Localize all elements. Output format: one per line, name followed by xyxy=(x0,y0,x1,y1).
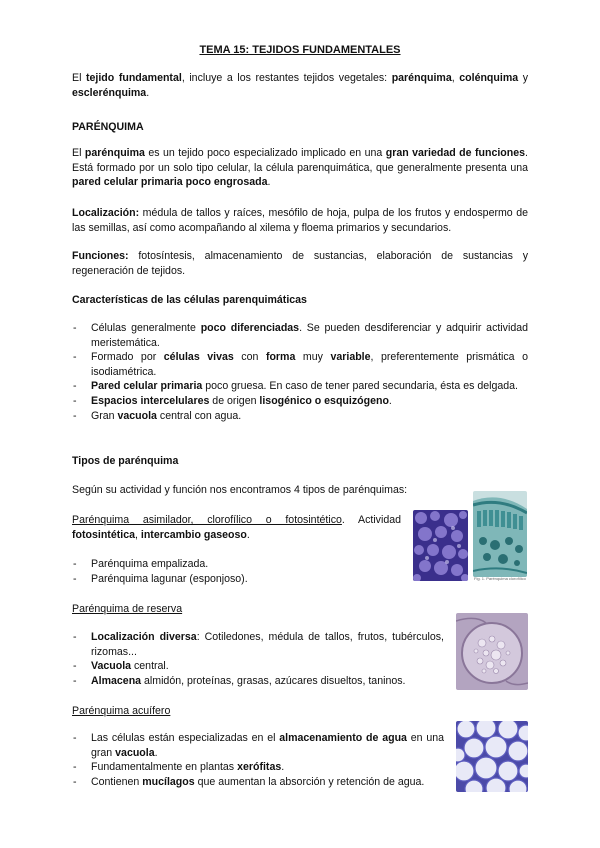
list-item: - Las células están especializadas en el almacenamiento de agua en una gran vacuola. xyxy=(72,731,444,760)
asimilador-list xyxy=(72,557,392,586)
list-item: - Pared celular primaria poco gruesa. En caso de tener pared secundaria, ésta es delgada. xyxy=(72,379,528,394)
list-item: - Almacena almidón, proteínas, grasas, azúcares disueltos, taninos. xyxy=(72,674,444,689)
reserve-parenchyma-image xyxy=(456,613,528,690)
list-item: - Espacios intercelulares de origen lisogénico o esquizógeno. xyxy=(72,394,528,409)
reserva-subheading: Parénquima de reserva xyxy=(72,603,183,615)
teal-leaf-cross-section-micrograph xyxy=(473,491,527,577)
list-item: - Localización diversa: Cotiledones, médula de tallos, frutos, tubérculos, rizomas... xyxy=(72,630,444,659)
parenquima-definition: El parénquima es un tejido poco especializado implicado en una gran variedad de funciones. Está formado por un solo tipo celular, la célula parenquimática, que generalmente presenta una pared celular primaria poco engrosada. xyxy=(72,147,528,189)
teal-leaf-image xyxy=(473,491,527,577)
list-item: - Contienen mucílagos que aumentan la absorción y retención de agua. xyxy=(72,775,444,790)
list-item: - Parénquima empalizada. xyxy=(72,557,392,572)
caracteristicas-list xyxy=(72,321,528,423)
tipos-intro: Según su actividad y función nos encontramos 4 tipos de parénquimas: xyxy=(72,484,408,496)
list-item: - Formado por células vivas con forma muy variable, preferentemente prismática o isodiamétrica. xyxy=(72,350,528,379)
reserve-parenchyma-micrograph xyxy=(456,613,528,690)
acuifero-subheading: Parénquima acuífero xyxy=(72,705,171,717)
tipos-heading: Tipos de parénquima xyxy=(72,455,179,467)
purple-tissue-image xyxy=(413,510,468,581)
asimilador-paragraph: Parénquima asimilador, clorofílico o fotosintético. Actividad fotosintética, intercambio gaseoso. xyxy=(72,514,401,541)
aquifer-parenchyma-micrograph xyxy=(456,721,528,792)
reserva-list xyxy=(72,630,444,688)
list-item: - Gran vacuola central con agua. xyxy=(72,409,528,424)
localizacion-paragraph: Localización: médula de tallos y raíces, mesófilo de hoja, pulpa de los frutos y endospermo de las semillas, así como acompañando al xilema y floema primarios y secundarios. xyxy=(72,207,528,234)
aquifer-parenchyma-image xyxy=(456,721,528,792)
caracteristicas-heading: Características de las células parenquimáticas xyxy=(72,294,307,306)
image-caption: Fig. 1. Parénquima clorofílico xyxy=(474,576,526,581)
list-item: - Células generalmente poco diferenciadas. Se pueden desdiferenciar y adquirir actividad meristemática. xyxy=(72,321,528,350)
acuifero-list xyxy=(72,731,444,789)
intro-paragraph: El tejido fundamental, incluye a los restantes tejidos vegetales: parénquima, colénquima y esclerénquima. xyxy=(72,72,529,99)
purple-stained-parenchyma-micrograph xyxy=(413,510,468,581)
list-item: - Vacuola central. xyxy=(72,659,444,674)
page-title: TEMA 15: TEJIDOS FUNDAMENTALES xyxy=(199,44,401,56)
funciones-paragraph: Funciones: fotosíntesis, almacenamiento de sustancias, elaboración de sustancias y regeneración de tejidos. xyxy=(72,250,528,277)
list-item: - Parénquima lagunar (esponjoso). xyxy=(72,572,392,587)
section-heading-parenquima: PARÉNQUIMA xyxy=(72,121,144,133)
list-item: - Fundamentalmente en plantas xerófitas. xyxy=(72,760,444,775)
